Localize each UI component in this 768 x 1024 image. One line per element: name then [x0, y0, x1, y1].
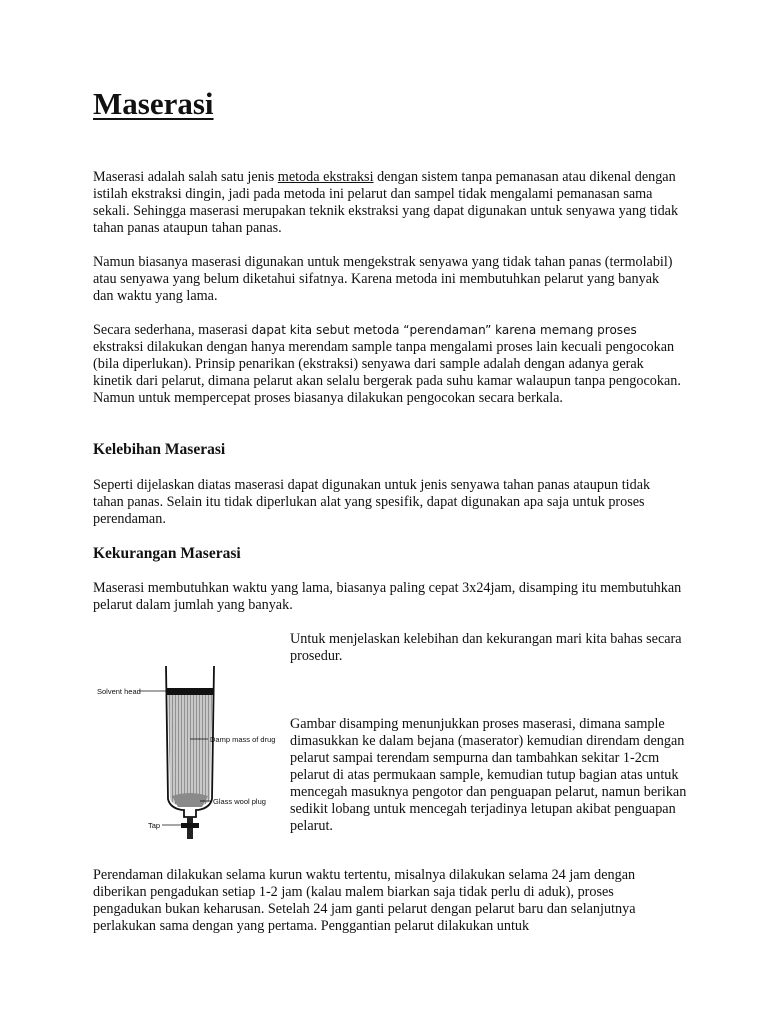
page-title: Maserasi [93, 86, 214, 121]
maserator-diagram [94, 662, 284, 842]
heading-kekurangan: Kekurangan Maserasi [93, 545, 241, 562]
paragraph-gambar: Gambar disamping menunjukkan proses maserasi, dimana sample dimasukkan ke dalam bejana (maserator) kemudian direndam dengan pelarut sampai terendam sempurna dan tambahkan sekitar 1-2cm pelarut di atas permukaan sample, kemudian tutup bagian atas untuk mencegah masuknya pengotor dan penguapan pelarut, namun berikan sedikit lobang untuk mencegah terjadinya letupan akibat penguapan pelarut. [290, 716, 687, 834]
tap-label: Tap [148, 821, 161, 830]
intro-text-end: dengan sistem tanpa pemanasan atau dikenal dengan istilah ekstraksi dingin, jadi pada metoda ini pelarut dan sampel tidak mengalami pemanasan sama sekali. Sehingga maserasi merupakan teknik ekstraksi yang dapat digunakan untuk senyawa yang tidak tahan panas ataupun tahan panas. [93, 169, 679, 236]
para3-start: Secara sederhana, maserasi [93, 322, 252, 338]
glass-wool-plug-shape [172, 793, 208, 807]
paragraph-kelebihan: Seperti dijelaskan diatas maserasi dapat digunakan untuk jenis senyawa tahan panas ataupun tidak tahan panas. Selain itu tidak diperlukan alat yang spesifik, dapat digunakan apa saja untuk proses perendaman. [93, 477, 651, 527]
maserator-figure [94, 662, 284, 842]
paragraph-prosedur: Untuk menjelaskan kelebihan dan kekurangan mari kita bahas secara prosedur. [290, 631, 682, 664]
metoda-ekstraksi-link[interactable]: metoda ekstraksi [277, 169, 374, 185]
para3-sans-segment: dapat kita sebut metoda “perendaman” karena memang proses [251, 323, 637, 337]
drug-mass-fill [168, 695, 212, 806]
tap-handle [181, 823, 199, 828]
damp-mass-label: Damp mass of drug [210, 735, 276, 744]
paragraph-kekurangan: Maserasi membutuhkan waktu yang lama, biasanya paling cepat 3x24jam, disamping itu membutuhkan pelarut dalam jumlah yang banyak. [93, 580, 682, 613]
paragraph-termolabil: Namun biasanya maserasi digunakan untuk mengekstrak senyawa yang tidak tahan panas (termolabil) atau senyawa yang belum diketahui sifatnya. Karena metoda ini membutuhkan pelarut yang banyak dan waktu yang lama. [93, 254, 673, 304]
paragraph-perendaman-waktu: Perendaman dilakukan selama kurun waktu tertentu, misalnya dilakukan selama 24 jam dengan diberikan pengadukan setiap 1-2 jam (kalau malem biarkan saja tidak perlu di aduk), proses pengadukan bukan keharusan. Setelah 24 jam ganti pelarut dengan pelarut baru dan selanjutnya perlakukan sama dengan yang pertama. Penggantian pelarut dilakukan untuk [93, 867, 636, 934]
intro-text-start: Maserasi adalah salah satu jenis [93, 169, 278, 185]
intro-paragraph [93, 169, 683, 237]
paragraph-perendaman [93, 322, 683, 407]
heading-kelebihan: Kelebihan Maserasi [93, 441, 226, 458]
solvent-head-label: Solvent head [97, 687, 141, 696]
glass-wool-label: Glass wool plug [213, 797, 266, 806]
solvent-head-band [166, 688, 214, 695]
para3-end: ekstraksi dilakukan dengan hanya merendam sample tanpa mengalami proses lain kecuali pengocokan (bila diperlukan). Prinsip penarikan (ekstraksi) senyawa dari sample adalah dengan adanya gerak kinetik dari pelarut, dimana pelarut akan selalu bergerak pada suhu kamar walaupun tanpa pengocokan. Namun untuk mempercepat proses biasanya dilakukan pengocokan secara berkala. [93, 339, 681, 406]
